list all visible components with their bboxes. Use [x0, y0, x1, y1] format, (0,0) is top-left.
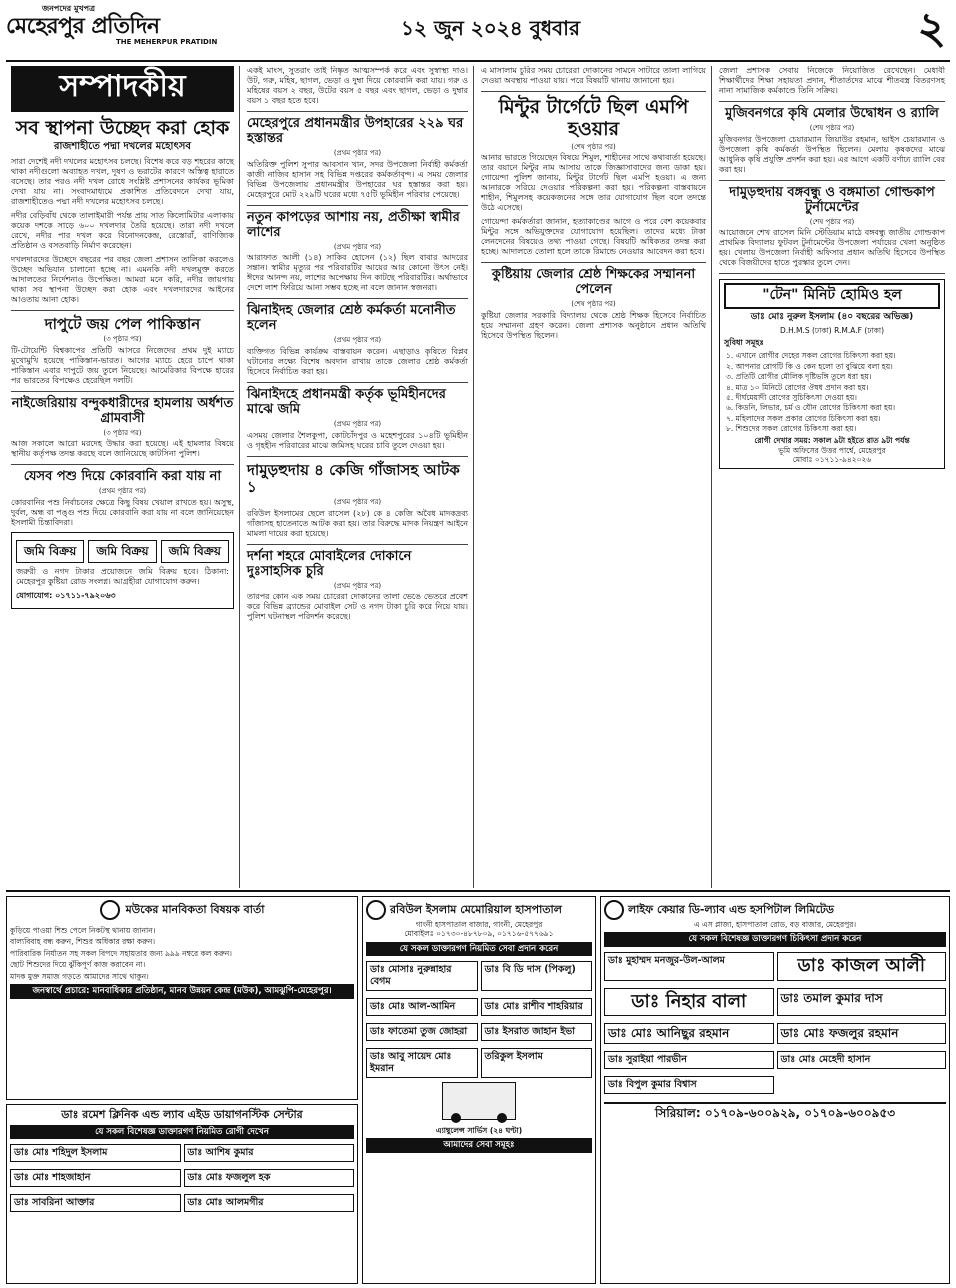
article-body: গোয়েন্দা কর্মকর্তারা জানান, হত্যাকাণ্ডের আগে ও পরে বেশ কয়েকবার মিন্টুর সঙ্গে অভিযুক্তদের যোগাযোগ হয়েছিল। তাদের মধ্যে টাকা লেনদেনের বিষয়েও তথ্য পাওয়া গেছে। বিষয়টি অধিকতর তদন্ত করা হচ্ছে। আদালতে তোলা হলে তাকে রিমান্ডে নেওয়ার আবেদন করা হবে। — [481, 217, 706, 257]
doctor-name: ডাঃ মোঃ ফজলুর রহমান — [780, 1026, 899, 1040]
article-body: তারপর কোন এক সময় চোরেরা দোকানের তালা ভেঙে ভেতরে প্রবেশ করে বিভিন্ন ব্র্যান্ডের মোবাইল সেট ও নগদ টাকা চুরি করে নিয়ে যায়। পুলিশ ঘটনাস্থল পরিদর্শন করেছে। — [247, 592, 468, 622]
doctor-card — [366, 1048, 478, 1078]
doctor-card — [366, 1023, 478, 1041]
continuation-note: (প্রথম পৃষ্ঠার পর) — [333, 419, 382, 428]
homeo-phone: মোবাঃ ০১৭১১-৯৪২০২৬ — [792, 455, 872, 465]
ramesh-clinic-ad — [6, 1104, 358, 1284]
doctor-name: ডাঃ আশিষ কুমার — [187, 1147, 254, 1159]
land-sale-ad — [11, 532, 234, 609]
page-number: ২ — [917, 3, 946, 54]
doctor-card — [604, 1076, 774, 1094]
ad-address: গাংনী হাসপাতাল বাজার, গাংনী, মেহেরপুর — [415, 920, 543, 929]
homeo-degree: D.H.M.S (ঢাকা) R.M.A.F (ঢাকা) — [779, 326, 885, 336]
land-sale-label: জমি বিক্রয় — [16, 540, 84, 563]
column-news-3 — [476, 66, 712, 888]
continuation-note: (প্রথম পৃষ্ঠার পর) — [333, 581, 382, 590]
article-body: আরাফাত আলী (১৪) সাকিব হোসেন (১২) ছিল বাবার আদরের সন্তান। স্বামীর মৃত্যুর পর পরিবারটির আয়ের আর কোনো উৎস নেই। ঈদের আনন্দ নয়, লাশের অপেক্ষায় দিন কাটছে পরিবারটির। অর্থাভাবে দেশে লাশ ফিরিয়ে আনা সম্ভব হচ্ছে না বলে জানান স্বজনরা। — [247, 253, 468, 293]
article-body: কুষ্টিয়া জেলার সরকারি বিদ্যালয় থেকে শ্রেষ্ঠ শিক্ষক হিসেবে নির্বাচিত হয়ে সম্মাননা গ্রহণ করেন। জেলা প্রশাসক অনুষ্ঠানে প্রধান অতিথি হিসেবে উপস্থিত ছিলেন। — [481, 311, 706, 341]
ambulance-icon — [442, 1082, 516, 1120]
divider — [481, 91, 706, 92]
article-body: কোরবানির পশু নির্বাচনের ক্ষেত্রে কিছু বিষয় খেয়াল রাখতে হয়। অসুস্থ, দুর্বল, অন্ধ বা পঙ্গু পশু দিয়ে কোরবানি করা যায় না বলে জানিয়েছেন ইসলামী চিন্তাবিদরা। — [11, 498, 234, 528]
divider — [247, 205, 468, 206]
doctor-card — [777, 988, 947, 1017]
doctor-name: ডাঃ বি ডি দাস (পিকলু) — [484, 964, 576, 976]
ad-footer: জনস্বার্থে প্রচারে: মানবাধিকার প্রতিষ্ঠান, মানব উন্নয়ন কেন্দ্র (মউক), আমঝুপি-মেহেরপুর। — [10, 984, 354, 999]
ad-title: রবিউল ইসলাম মেমোরিয়াল হাসপাতাল — [390, 903, 562, 917]
ad-phone: মোবাইলঃ ০১৭৩০-৪৮৭৮০৯, ০১৭১৬-৫৭৭৬৯১ — [404, 929, 554, 939]
headline: কুষ্টিয়ায় জেলার শ্রেষ্ঠ শিক্ষকের সম্মাননা পেলেন — [491, 267, 696, 298]
ad-title: মউকের মানবিকতা বিষয়ক বার্তা — [125, 903, 265, 917]
life-care-logo-icon — [604, 900, 624, 920]
article-body: আনার ভারতে গিয়েছেন বিষয়ে শিমুল, শাহীনের সাথে কথাবার্তা হয়েছে। তার বয়ানে মিন্টুর নাম আসায় তাকে জিজ্ঞাসাবাদের জন্য ডাকা হয়। গোয়েন্দা পুলিশ জানায়, মিন্টুর টার্গেট ছিল এমপি হওয়া। এ জন্য আনারকে সরিয়ে দেওয়ার পরিকল্পনা করা হয়। পরিকল্পনা বাস্তবায়নে শাহীন, শিমুলসহ কয়েকজনের সঙ্গে তার যোগাযোগ ছিল বলে তদন্তে উঠে এসেছে। — [481, 153, 706, 213]
divider — [247, 382, 468, 383]
ad-title: লাইফ কেয়ার ডি-ল্যাব এন্ড হসপিটাল লিমিটেড — [628, 903, 834, 917]
doctor-card — [777, 1023, 947, 1044]
date-line: ১২ জুন ২০২৪ বুধবার — [401, 16, 580, 40]
doctor-name: ডাঃ মোঃ আনিছুর রহমান — [608, 1026, 730, 1040]
divider — [247, 544, 468, 545]
list-item: ১. এখানে রোগীর দেহের সকল রোগের চিকিৎসা করা হয়। — [726, 351, 896, 361]
article-body: ব্যক্তিগত বিভিন্ন কার্যক্রম বাস্তবায়ন করেন। এছাড়াও কৃষিতে বিপ্লব ঘটানোর লক্ষ্যে বিশেষ অবদান রাখায় তাকে জেলার শ্রেষ্ঠ কর্মকর্তা হিসেবে নির্বাচিত করা হয়। — [247, 346, 468, 376]
ad-line: ছোট শিশুদের দিয়ে ঝুঁকিপূর্ণ কাজ করাবেন না। — [10, 960, 146, 970]
doctor-card — [604, 952, 774, 981]
article-body: অতিরিক্ত পুলিশ সুপার আবসান খান, সদর উপজেলা নির্বাহী কর্মকর্তা কাজী নাজিব হাসান সহ বিভিন্ন দপ্তরের কর্মকর্তাবৃন্দ। এ সময় জেলার বিভিন্ন উপজেলায় প্রধানমন্ত্রীর উপহারের ঘর হস্তান্তর করা হয়। মেহেরপুরে মোট ২২৯টি ঘরের মধ্যে ৭৫টি ভূমিহীন পরিবার পেয়েছে। — [247, 159, 468, 199]
divider — [719, 273, 945, 274]
continuation-note: (প্রথম পৃষ্ঠার পর) — [98, 487, 147, 496]
doctor-name: ডাঃ মোঃ ফজলুল হক — [187, 1172, 271, 1184]
continuation-note: (প্রথম পৃষ্ঠার পর) — [333, 242, 382, 251]
list-item: ৬. কিডনি, লিভার, চর্ম ও যৌন রোগের চিকিৎসা করা হয়। — [726, 403, 896, 413]
doctor-card — [777, 1051, 947, 1069]
doctor-card — [481, 1023, 593, 1041]
list-item: ২. আপনার রোগটি কি ও কেন হলো তা বুঝিয়ে বলা হয়। — [726, 361, 893, 371]
editorial-title: সব স্থাপনা উচ্ছেদ করা হোক — [15, 116, 230, 139]
doctor-name: ডাঃ মোঃ রাশীব শাহরিয়ার — [484, 1001, 583, 1013]
ad-title: ডাঃ রমেশ ক্লিনিক এন্ড ল্যাব এইড ডায়াগনস্টিক সেন্টার — [61, 1108, 303, 1121]
doctor-card — [366, 961, 478, 991]
land-sale-label: জমি বিক্রয় — [88, 540, 156, 563]
headline: নাইজেরিয়ায় বন্দুকধারীদের হামলায় অর্ধশত গ্রামবাসী — [11, 395, 234, 426]
doctor-name: ডাঃ বিপুল কুমার বিশ্বাস — [608, 1078, 697, 1090]
divider — [719, 180, 945, 181]
newspaper-logo — [6, 4, 246, 56]
article-body: আয়োজনে শেখ রাসেল মিনি স্টেডিয়াম মাঠে বঙ্গবন্ধু জাতীয় গোল্ডকাপ প্রাথমিক বিদ্যালয় ফুটবল টুর্নামেন্টের উপজেলা পর্যায়ের খেলা অনুষ্ঠিত হয়। খেলায় উপজেলা নির্বাহী অফিসার প্রধান অতিথি হিসেবে উপস্থিত থেকে বিজয়ীদের হাতে পুরস্কার তুলে দেন। — [719, 228, 945, 268]
article-body: রবিউল ইসলামের ছেলে রাসেল (২৮) কে ৪ কেজি অবৈধ মাদকদ্রব্য গাঁজাসহ হাতেনাতে আটক করা হয়। তার বিরুদ্ধে মাদক নিয়ন্ত্রণ আইনে মামলা দায়ের করা হয়েছে। — [247, 508, 468, 538]
advertisement-section — [6, 890, 950, 1284]
doctor-card — [184, 1169, 355, 1187]
life-care-ad — [600, 896, 950, 1284]
masthead — [6, 4, 950, 62]
list-item: ৩. প্রতিটি রোগীর মৌলিক দৃষ্টিভঙ্গি তুলে ধরা হয়। — [726, 372, 872, 382]
doctor-card — [481, 1048, 593, 1078]
editorial-banner: সম্পাদকীয় — [11, 66, 234, 112]
doctor-name: ডাঃ কাজল আলী — [797, 955, 925, 976]
ad-strip: যে সকল বিশেষজ্ঞ ডাক্তারগণ চিকিৎসা প্রদান করেন — [604, 932, 946, 947]
doctor-card — [481, 961, 593, 991]
doctor-name: ডাঃ মোসাঃ নুরুন্নাহার বেগম — [370, 964, 452, 988]
list-item: ৮. শিশুদের সকল রোগের চিকিৎসা করা হয়। — [726, 424, 857, 434]
mouk-logo-icon — [100, 900, 120, 920]
article-body: একই মাংস, সুতরাং তাই নিষ্কৃত আত্মসম্পর্ক করে এবং সুস্বাস্থ্য দাও। উট, গরু, মহিষ, ছাগল, ভেড়া ও দুম্বা দিয়ে কোরবানি করা যায়। গরু ও মহিষের বয়স ২ বছর, উটের বয়স ৫ বছর এবং ছাগল, ভেড়া ও দুম্বার বয়স ১ বছর হতে হবে। — [247, 66, 468, 105]
doctor-name: ডাঃ ইসরাত জাহান ইভা — [484, 1026, 576, 1037]
doctor-card — [366, 998, 478, 1016]
article-body: টি-টোয়েন্টি বিশ্বকাপের প্রতিটি আসরে নিজেদের প্রথম দুই ম্যাচে মুখোমুখি হয়েছে পাকিস্তান-ভারত। আগের ম্যাচে হেরে চাপে থাকা পাকিস্তান এবার দাপুটে জয় তুলে নিয়েছে। আমেরিকার বিপক্ষে হারের পর ভারতের বিপক্ষেও হেরেছিল দলটি। — [11, 345, 234, 385]
headline: দর্শনা শহরে মোবাইলের দোকানে দুঃসাহসিক চুরি — [247, 548, 412, 579]
article-body: জেলা প্রশাসক সেবায় নিজেকে নিয়োজিত রেখেছেন। মেধাবী শিক্ষার্থীদের শিক্ষা সহায়তা প্রদান, শীতার্তদের মাঝে শীতবস্ত্র বিতরণসহ নানা সামাজিক কর্মকাণ্ডে তিনি সক্রিয়। — [719, 66, 945, 95]
doctor-name: ডাঃ মোঃ মেহেদী হাসান — [780, 1054, 871, 1065]
continuation-note: (প্রথম পৃষ্ঠার পর) — [333, 498, 382, 506]
continuation-note: (শেষ পৃষ্ঠার পর) — [571, 300, 616, 309]
continuation-note: (প্রথম পৃষ্ঠার পর) — [333, 336, 382, 345]
doctor-card — [481, 998, 593, 1016]
serial-phone: সিরিয়াল: ০১৭০৯-৬০০৯২৯, ০১৭০৯-৬০০৯৫৩ — [604, 1102, 946, 1121]
list-item: ৪. মাত্র ১০ মিনিটে রোগের ঔষধ প্রদান করা হয়। — [726, 382, 869, 392]
doctor-card — [184, 1144, 355, 1162]
divider — [11, 464, 234, 465]
doctor-name: ডাঃ মুহাম্মদ মনজুর-উল-আলম — [608, 955, 725, 966]
divider — [11, 391, 234, 392]
continuation-note: (প্রথম পৃষ্ঠার পর) — [333, 148, 382, 157]
divider — [481, 262, 706, 263]
article-body: মুজিবনগর উপজেলা চেয়ারম্যান জিয়াউর রহমান, ভাইস চেয়ারম্যান ও উপজেলা কৃষি কর্মকর্তা উপস্থিত ছিলেন। মেলায় কৃষকদের মাঝে আধুনিক কৃষি প্রযুক্তি প্রদর্শন করা হয়। এর আগে একটি বর্ণাঢ্য র‍্যালি বের করা হয়। — [719, 134, 945, 174]
doctor-name: ডাঃ আবু সায়েদ মোঃ ইমরান — [370, 1050, 452, 1074]
homeo-title: "টেন" মিনিট হোমিও হল — [724, 283, 940, 309]
doctor-name: ডাঃ নিহার বালা — [631, 990, 747, 1012]
divider — [247, 111, 468, 112]
article-body: আজ সকালে আরো মরদেহ উদ্ধার করা হয়েছে। এই হামলার বিষয়ে স্থানীয় কর্তৃপক্ষ তদন্ত করছে বলে জানিয়েছে কাটসিনা পুলিশ। — [11, 439, 234, 459]
doctor-name: ডাঃ মোঃ শহিদুল ইসলাম — [14, 1147, 108, 1159]
doctor-name: ডাঃ তমাল কুমার দাস — [780, 990, 883, 1005]
divider — [247, 298, 468, 299]
ad-strip: যে সকল বিশেষজ্ঞ ডাক্তারগণ নিয়মিত রোগী দেখেন — [10, 1125, 354, 1140]
ad-line: মাদক মুক্ত সমাজ গড়তে আমাদের সাথে থাকুন। — [10, 971, 149, 981]
hospital-logo-icon — [366, 900, 386, 920]
doctor-name: তরিকুল ইসলাম — [484, 1050, 543, 1062]
headline: যেসব পশু দিয়ে কোরবানি করা যায় না — [23, 469, 222, 485]
doctor-name: ডাঃ মোঃ শাহজাহান — [14, 1172, 91, 1184]
editorial-paragraph: নদীর বেড়িবাঁধ থেকে তালাইমারী পর্যন্ত প্রায় সাত কিলোমিটার এলাকায় কয়েক দশকে সাড়ে ৬০০ দখলদার তৈরি হয়েছে। তারা নদী দখলে রেখে, নদীর পার দখল করে বিনোদনকেন্দ্র, রেস্তোরাঁ, বাণিজ্যিক প্রতিষ্ঠান ও বসতবাড়ি নির্মাণ করেছেন। — [11, 210, 234, 250]
headline: মিন্টুর টার্গেটে ছিল এমপি হওয়ার — [498, 96, 689, 140]
newspaper-name: মেহেরপুর প্রতিদিন — [6, 13, 160, 39]
headline: দামুড়হুদায় ৪ কেজি গাঁজাসহ আটক ১ — [247, 460, 460, 496]
ad-line: বাল্যবিবাহ বন্ধ করুন, শিশুর অধিকার রক্ষা করুন। — [10, 937, 156, 947]
continuation-note: (৩ পৃষ্ঠার পর) — [103, 335, 142, 344]
ad-line: কুড়িয়ে পাওয়া শিশু পেলে নিকটস্থ থানায় জানান। — [10, 926, 156, 935]
editorial-paragraph: দখলদারদের উচ্ছেদে বছরের পর বছর জেলা প্রশাসন তালিকা করলেও উচ্ছেদ অভিযান চালানো হচ্ছে না। এমনকি নদী দখলমুক্ত করতে আদালতের নির্দেশনাও উপেক্ষিত। আমরা মনে করি, নদীর জায়গায় থাকা সব স্থাপনা উচ্ছেদ করা হোক এবং দখলদারদের আইনের আওতায় আনা হোক। — [11, 254, 234, 304]
doctor-card — [604, 988, 774, 1017]
doctor-card — [604, 1051, 774, 1069]
doctor-name: ডাঃ মোঃ আলমগীর — [187, 1197, 264, 1209]
doctor-card — [184, 1194, 355, 1212]
column-editorial — [6, 66, 240, 888]
land-sale-label: জমি বিক্রয় — [161, 540, 229, 563]
doctor-name: ডাঃ সাবরিনা আক্তার — [14, 1197, 95, 1209]
continuation-note: (শেষ পৃষ্ঠার পর) — [571, 142, 616, 151]
land-sale-body: জরুরী ও নগদ টাকার প্রয়োজনে জমি বিক্রয় হবে। ঠিকানা: মেহেরপুর কুষ্টিয়া রোড সংলগ্ন। আগ্রহীরা যোগাযোগ করুন। — [16, 567, 229, 587]
newspaper-english-name: THE MEHERPUR PRATIDIN — [116, 38, 218, 46]
headline: দামুড়হুদায় বঙ্গবন্ধু ও বঙ্গমাতা গোল্ডকাপ টুর্নামেন্টের — [729, 184, 935, 215]
robiul-hospital-ad — [362, 896, 596, 1284]
ad-strip: যে সকল ডাক্তারগণ নিয়মিত সেবা প্রদান করেন — [366, 942, 592, 957]
editorial-subtitle: রাজশাহীতে পদ্মা দখলের মহোৎসব — [54, 141, 191, 153]
divider — [719, 101, 945, 102]
doctor-name: ডাঃ মোঃ আল-আমিন — [370, 1001, 456, 1013]
doctor-card — [10, 1144, 181, 1162]
doctor-name: ডাঃ ফাতেমা তুজ জোহরা — [370, 1026, 468, 1037]
land-sale-phone: যোগাযোগ: ০১৭১১-৭৯২০৬৩ — [16, 591, 116, 601]
mouk-ad — [6, 896, 358, 1100]
headline: ঝিনাইদহে প্রধানমন্ত্রী কর্তৃক ভূমিহীনদের মাঝে জমি — [247, 386, 446, 417]
homeo-heading: সুবিধা সমূহঃ — [724, 338, 764, 348]
doctor-card — [10, 1169, 181, 1187]
list-item: ৭. মহিলাদের সকল প্রকার রোগের চিকিৎসা করা হয়। — [726, 413, 881, 423]
ambulance-service: এ্যাম্বুলেন্স সার্ভিস (২৪ ঘণ্টা) — [435, 1125, 523, 1135]
continuation-note: (শেষ পৃষ্ঠার পর) — [809, 217, 855, 226]
headline: মুজিবনগরে কৃষি মেলার উদ্বোধন ও র‍্যালি — [725, 106, 939, 121]
article-body: এ মাসালাম চুরির সময় চোরেরা দোকানের সামনে সাটারে তালা লাগিয়ে দেওয়া অবস্থায় পাওয়া যায়। পরে বিষয়টি থানায় জানানো হয়। — [481, 66, 706, 85]
doctor-card — [777, 952, 947, 981]
headline: নতুন কাপড়ের আশায় নয়, প্রতীক্ষা স্বামীর লাশের — [247, 209, 460, 240]
doctor-card — [604, 1023, 774, 1044]
ad-address: এ এস প্লাজা, হাসপাতাল রোড, বড় বাজার, মেহেরপুর। — [693, 920, 857, 929]
headline: মেহেরপুরে প্রধানমন্ত্রীর উপহারের ২২৯ ঘর হস্তান্তর — [247, 116, 464, 146]
divider — [247, 456, 468, 457]
homeo-doctor: ডাঃ মোঃ নুরুল ইসলাম (৪০ বছরের অভিজ্ঞ) — [750, 311, 914, 322]
homeo-time: রোগী দেখার সময়: সকাল ৯টা হইতে রাত ৯টা পর্যন্ত — [754, 436, 910, 446]
column-news-2 — [242, 66, 474, 888]
continuation-note: (৩ পৃষ্ঠার পর) — [103, 428, 142, 437]
editorial-paragraph: সারা দেশেই নদী দখলের মহোৎসব চলছে। বিশেষ করে বড় শহরের কাছে থাকা নদীগুলো অব্যাহত দখল, দূষণ ও ভরাটের কারণে অস্তিত্ব হারাতে বসেছে। তার পরও নদী দখল রোধে সংশ্লিষ্ট প্রশাসনের কার্যকর ভূমিকা দেখা যায় না। সংবাদমাধ্যমে প্রকাশিত প্রতিবেদনে দেখা যায়, রাজশাহীতেও পদ্মা নদী দখলের মহোৎসব চলছে। — [11, 156, 234, 206]
homeo-ad — [719, 279, 945, 468]
homeo-benefits — [724, 351, 940, 433]
continuation-note: (শেষ পৃষ্ঠার পর) — [809, 123, 855, 132]
ad-line: পারিবারিক নির্যাতন সহ সকল বিপদে সহায়তার জন্য ৯৯৯ নম্বরে কল করুন। — [10, 948, 232, 958]
article-body: এসময় জেলার শৈলকুপা, কোটচাঁদপুর ও মহেশপুরের ১০৪টি ভূমিহীন ও গৃহহীন পরিবারের মাঝে জমিসহ ঘরের চাবি তুলে দেওয়া হয়। — [247, 430, 468, 450]
masthead-tagline: জনপদের মুখপত্র — [42, 4, 95, 13]
services-heading: আমাদের সেবা সমূহঃ — [366, 1138, 592, 1153]
doctor-name: ডাঃ সুরাইয়া পারভীন — [608, 1054, 687, 1065]
list-item: ৫. দীর্ঘমেয়াদী রোগের সুচিকিৎসা দেওয়া হয়। — [726, 392, 857, 402]
column-news-4 — [714, 66, 950, 888]
headline: ঝিনাইদহ জেলার শ্রেষ্ঠ কর্মকর্তা মনোনীত হলেন — [247, 303, 456, 334]
divider — [11, 310, 234, 311]
doctor-card — [10, 1194, 181, 1212]
homeo-address: ভূমি অফিসের উত্তর পার্শ্বে, মেহেরপুর — [778, 445, 886, 455]
headline: দাপুটে জয় পেল পাকিস্তান — [44, 314, 201, 333]
